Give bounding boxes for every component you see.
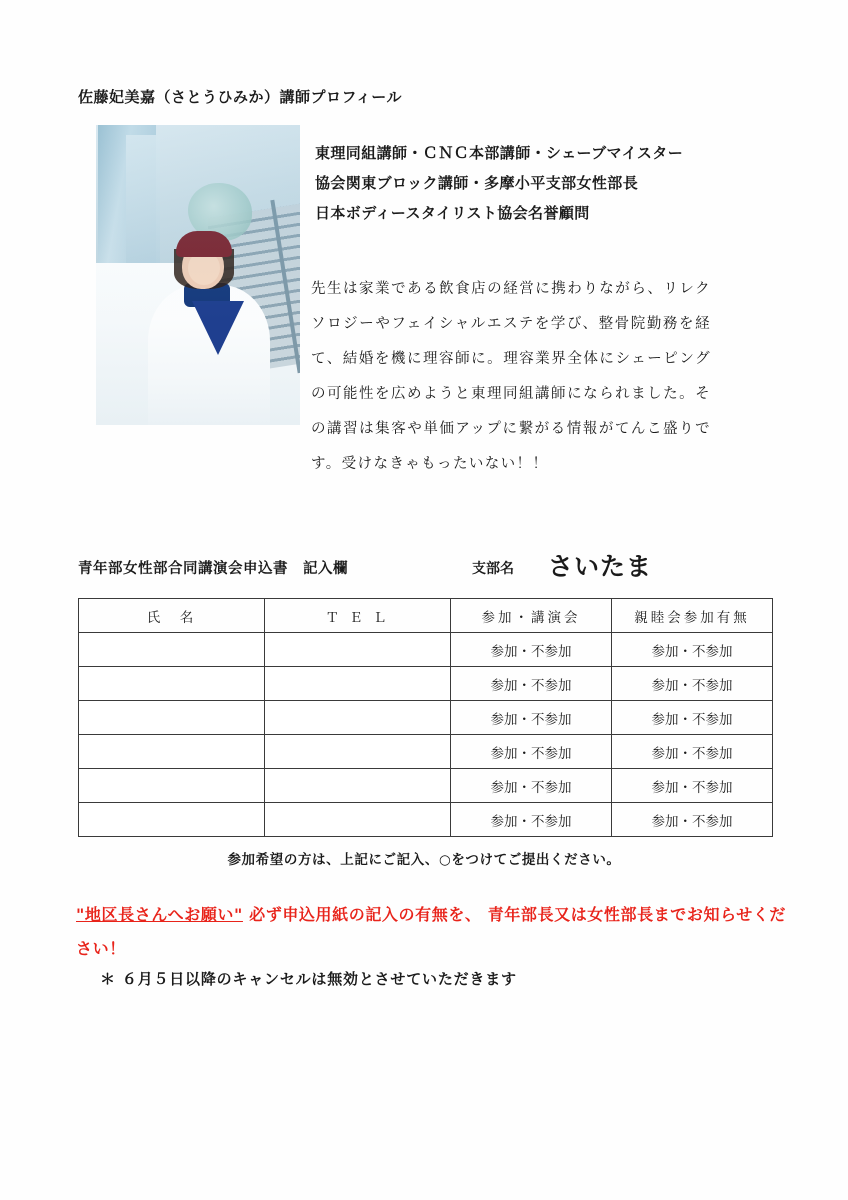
- cell-name[interactable]: [79, 735, 265, 769]
- form-heading: 青年部女性部合同講演会申込書 記入欄: [78, 561, 348, 577]
- photo-building-left-secondary: [126, 135, 160, 267]
- cell-join[interactable]: 参加・不参加: [451, 701, 612, 735]
- table-row: [79, 769, 773, 803]
- table-row: [79, 735, 773, 769]
- cell-tel[interactable]: [265, 735, 451, 769]
- request-remainder-text: 必ず申込用紙の記入の有無を、 青年部長又は女性部長までお知らせください！: [76, 905, 787, 958]
- submission-instruction: 参加希望の方は、上記にご記入、○をつけてご提出ください。: [227, 852, 621, 868]
- branch-name-value: さいたま: [548, 552, 653, 581]
- signup-table: [78, 598, 773, 837]
- instructor-photo: [96, 125, 300, 425]
- cell-tel[interactable]: [265, 667, 451, 701]
- table-header-row: [79, 599, 773, 633]
- instructor-bio: 先生は家業である飲食店の経営に携わりながら、リレクソロジーやフェイシャルエステを学び、整骨院勤務を経て、結婚を機に理容師に。理容業界全体にシェーピングの可能性を広めようと東理同組講師になられました。その講習は集客や単価アップに繋がる情報がてんこ盛りです。受けなきゃもったいない！！: [311, 281, 711, 472]
- column-header-name: 氏 名: [79, 599, 265, 633]
- page-title: 佐藤妃美嘉（さとうひみか）講師プロフィール: [78, 88, 403, 106]
- cell-join[interactable]: 参加・不参加: [451, 803, 612, 837]
- cell-name[interactable]: [79, 769, 265, 803]
- cell-join[interactable]: 参加・不参加: [451, 769, 612, 803]
- cell-name[interactable]: [79, 803, 265, 837]
- column-header-tel: Ｔ Ｅ Ｌ: [265, 599, 451, 633]
- column-header-join: 参加・講演会: [451, 599, 612, 633]
- cell-join[interactable]: 参加・不参加: [451, 633, 612, 667]
- credentials-block: [315, 138, 835, 228]
- credential-line-3: 日本ボディースタイリスト協会名誉顧問: [315, 204, 590, 222]
- credential-line-1: 東理同組講師・ＣＮＣ本部講師・シェーブマイスター: [315, 144, 684, 162]
- photo-person-tie: [192, 301, 244, 355]
- cell-tel[interactable]: [265, 633, 451, 667]
- cancellation-note: ＊ ６月５日以降のキャンセルは無効とさせていただきます: [100, 970, 517, 988]
- table-row: [79, 667, 773, 701]
- cell-tel[interactable]: [265, 769, 451, 803]
- column-header-party: 親睦会参加有無: [612, 599, 773, 633]
- district-chief-request: [76, 898, 796, 966]
- photo-person-hat: [176, 231, 232, 257]
- cell-join[interactable]: 参加・不参加: [451, 667, 612, 701]
- table-row: [79, 701, 773, 735]
- cell-party[interactable]: 参加・不参加: [612, 633, 773, 667]
- cell-party[interactable]: 参加・不参加: [612, 701, 773, 735]
- cell-join[interactable]: 参加・不参加: [451, 735, 612, 769]
- branch-label: 支部名: [472, 561, 514, 577]
- table-row: [79, 633, 773, 667]
- table-row: [79, 803, 773, 837]
- cell-party[interactable]: 参加・不参加: [612, 803, 773, 837]
- credential-line-2: 協会関東ブロック講師・多摩小平支部女性部長: [315, 174, 639, 192]
- cell-party[interactable]: 参加・不参加: [612, 735, 773, 769]
- cell-party[interactable]: 参加・不参加: [612, 769, 773, 803]
- cell-tel[interactable]: [265, 701, 451, 735]
- cell-name[interactable]: [79, 667, 265, 701]
- cell-party[interactable]: 参加・不参加: [612, 667, 773, 701]
- cell-name[interactable]: [79, 633, 265, 667]
- cell-tel[interactable]: [265, 803, 451, 837]
- cell-name[interactable]: [79, 701, 265, 735]
- request-quoted-text: "地区長さんへお願い": [76, 905, 243, 924]
